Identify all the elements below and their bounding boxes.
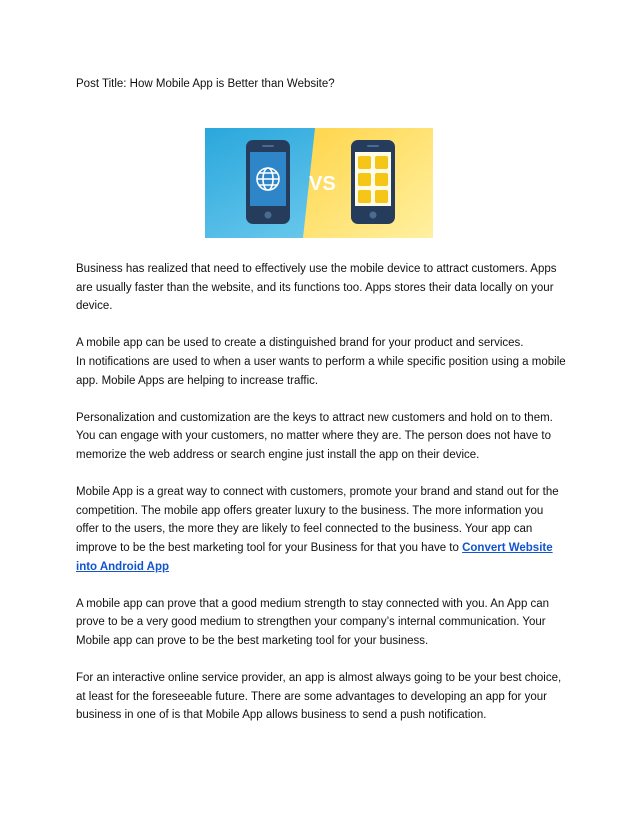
paragraph-line: In notifications are used to when a user wants to perform a while specific position using a mobile app. Mobile Apps are helping to increase traffic. <box>76 355 566 387</box>
paragraph <box>76 483 568 576</box>
hero-image <box>205 128 433 238</box>
post-title: Post Title: How Mobile App is Better than Website? <box>76 78 335 90</box>
paragraph: For an interactive online service provider, an app is almost always going to be your best choice, at least for the foreseeable future. There are some advantages to developing an app for your business in one of is that Mobile App allows business to send a push notification. <box>76 672 562 722</box>
paragraph <box>76 334 568 390</box>
article-body <box>76 260 568 743</box>
paragraph-text: Mobile App is a great way to connect with customers, promote your brand and stand out for the competition. The mobile app offers greater luxury to the business. The more information you offer to the users, the more they are likely to feel connected to the business. Your app can improve to be the best marketing tool for your Business for that you have to <box>76 486 559 554</box>
paragraph: Personalization and customization are the keys to attract new customers and hold on to them. You can engage with your customers, no matter where they are. The person does not have to memorize the web address or search engine just install the app on their device. <box>76 411 553 461</box>
phone-left <box>246 140 290 224</box>
phone-right <box>351 140 395 224</box>
paragraph-line: A mobile app can be used to create a distinguished brand for your product and services. <box>76 337 524 350</box>
paragraph: A mobile app can prove that a good medium strength to stay connected with you. An App can prove to be a very good medium to strengthen your company’s internal communication. Your Mobile app can prove to be the best marketing tool for your business. <box>76 597 550 647</box>
paragraph: Business has realized that need to effectively use the mobile device to attract customers. Apps are usually faster than the website, and its functions too. Apps stores their data locally on your device. <box>76 263 557 313</box>
convert-website-link[interactable]: Convert Website into Android App <box>76 541 553 573</box>
hero-illustration <box>205 128 433 238</box>
vs-text: VS <box>309 173 336 195</box>
